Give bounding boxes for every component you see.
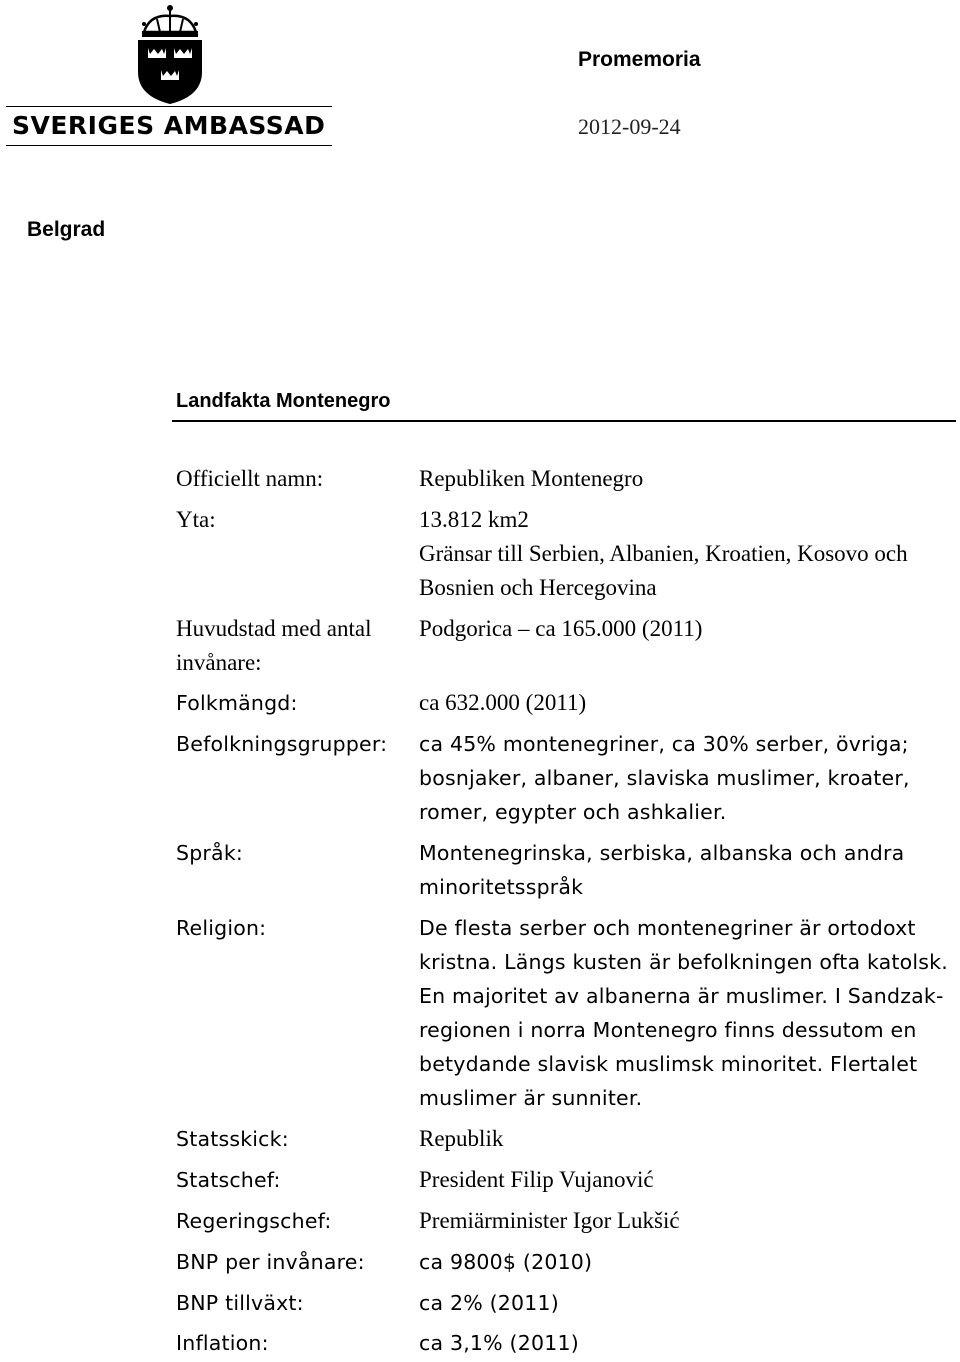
fact-value: ca 2% (2011)	[419, 1291, 559, 1315]
embassy-logo	[0, 0, 340, 150]
fact-label: Officiellt namn:	[176, 466, 324, 491]
fact-label: Befolkningsgrupper:	[176, 732, 388, 756]
fact-label: BNP per invånare:	[176, 1250, 365, 1274]
fact-value: Premiärminister Igor Lukšić	[419, 1208, 680, 1233]
fact-value: ca 45% montenegriner, ca 30% serber, övriga; bosnjaker, albaner, slaviska muslimer, kroater, romer, egypter och ashkalier.	[419, 732, 910, 824]
document-date: 2012-09-24	[578, 114, 681, 139]
fact-value: Gränsar till Serbien, Albanien, Kroatien, Kosovo och Bosnien och Hercegovina	[419, 541, 908, 600]
fact-label: Folkmängd:	[176, 691, 298, 715]
fact-label: Inflation:	[176, 1331, 269, 1355]
logo-top-divider	[6, 106, 332, 107]
fact-value: ca 9800$ (2010)	[419, 1250, 593, 1274]
fact-label: BNP tillväxt:	[176, 1291, 304, 1315]
fact-label: Yta:	[176, 507, 216, 532]
fact-value: Republiken Montenegro	[419, 466, 644, 491]
fact-value: President Filip Vujanović	[419, 1167, 654, 1192]
page-title: Landfakta Montenegro	[176, 390, 391, 412]
document-type: Promemoria	[578, 48, 701, 71]
fact-value: ca 632.000 (2011)	[419, 690, 587, 715]
fact-value: Republik	[419, 1126, 504, 1151]
fact-label: Huvudstad med antal invånare:	[176, 616, 372, 675]
fact-label: Regeringschef:	[176, 1209, 332, 1233]
fact-label: Statschef:	[176, 1168, 281, 1192]
fact-label: Religion:	[176, 916, 267, 940]
logo-bottom-divider	[6, 145, 332, 146]
fact-value: ca 3,1% (2011)	[419, 1331, 579, 1355]
fact-value: Podgorica – ca 165.000 (2011)	[419, 616, 703, 641]
fact-value: Montenegrinska, serbiska, albanska och andra minoritetsspråk	[419, 841, 905, 899]
title-divider	[172, 420, 956, 422]
fact-value: 13.812 km2	[419, 507, 529, 532]
logo-wordmark: SVERIGES AMBASSAD	[12, 111, 326, 140]
fact-label: Statsskick:	[176, 1127, 289, 1151]
fact-value: De flesta serber och montenegriner är ortodoxt kristna. Längs kusten är befolkningen ofta katolsk. En majoritet av albanerna är muslimer. I Sandzak-regionen i norra Montenegro finns dessutom en betydande slavisk muslimsk minoritet. Flertalet muslimer är sunniter.	[419, 916, 948, 1110]
sender-location: Belgrad	[27, 218, 106, 241]
fact-label: Språk:	[176, 841, 243, 865]
coat-of-arms-icon	[130, 2, 210, 106]
